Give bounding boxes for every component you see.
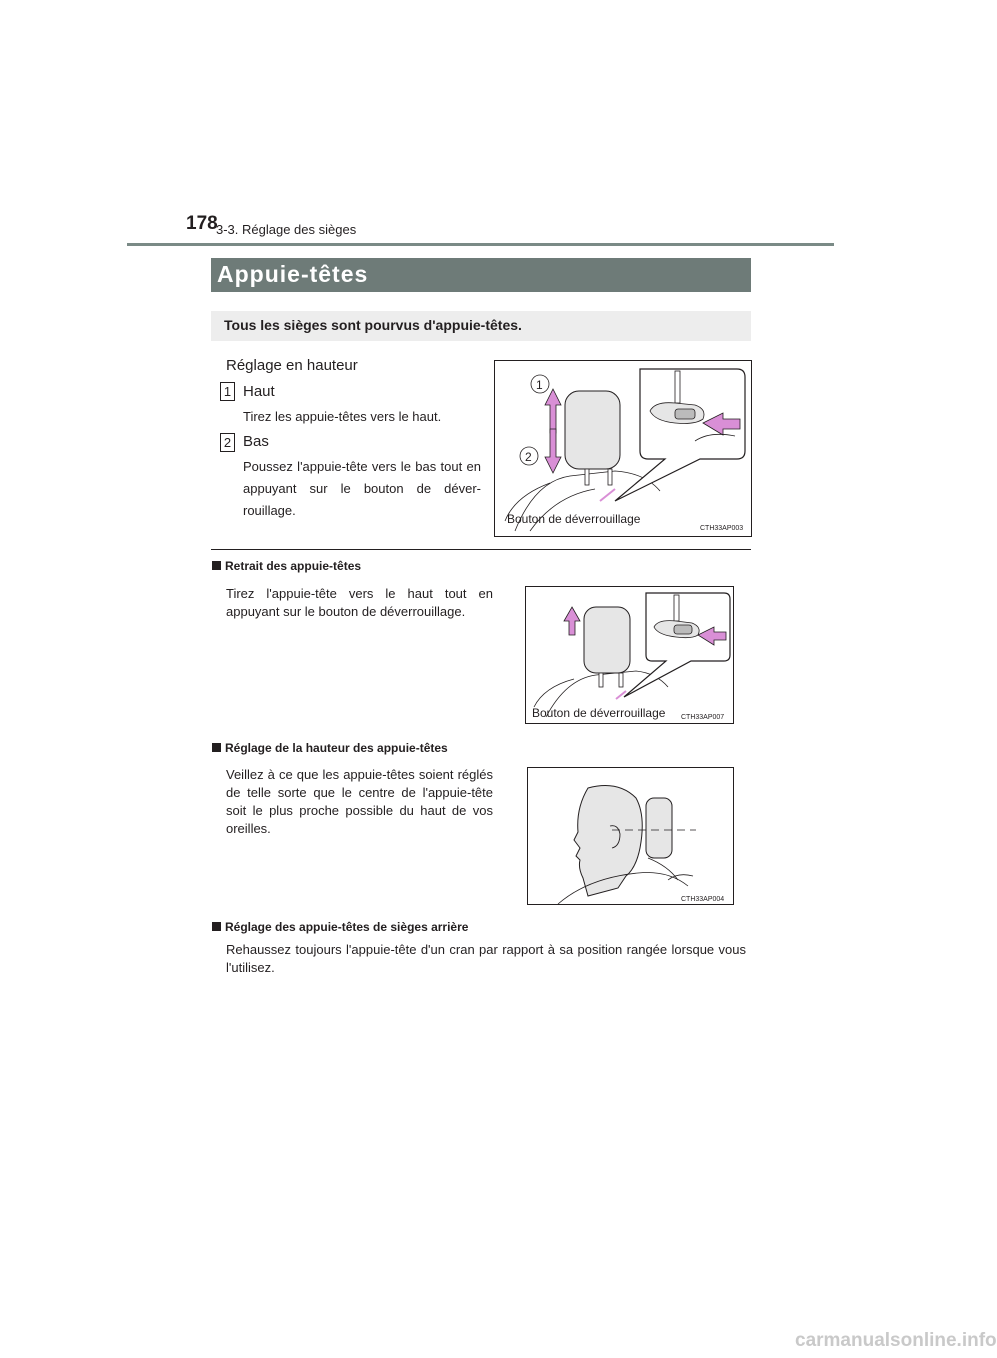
- figure2-label: Bouton de déverrouillage: [532, 706, 666, 720]
- item-number-2: 2: [220, 433, 235, 452]
- page-title: Appuie-têtes: [217, 261, 369, 287]
- bullet-square: [212, 561, 221, 570]
- rear-text: Rehaussez toujours l'appuie-tête d'un cran par rapport à sa position rangée lorsque vous l'utilisez.: [226, 942, 746, 975]
- header-divider: [127, 243, 834, 246]
- bullet-square: [212, 743, 221, 752]
- height-setting-text: Veillez à ce que les appuie-têtes soient réglés de telle sorte que le centre de l'appuie-tête soit le plus proche possible du haut de vos oreilles.: [226, 767, 493, 836]
- figure-headrest-removal: [525, 586, 734, 724]
- item-description-down: Poussez l'appuie-tête vers le bas tout en appuyant sur le bouton de déver-rouillage.: [243, 459, 481, 518]
- figure-headrest-position: [527, 767, 734, 905]
- figure1-label: Bouton de déverrouillage: [507, 512, 641, 526]
- page-number: 178: [186, 213, 218, 234]
- section-divider: [211, 549, 751, 550]
- figure-headrest-adjust: [494, 360, 752, 537]
- title-bar: [211, 258, 751, 292]
- height-adjust-subheading: Réglage en hauteur: [226, 357, 358, 374]
- removal-text: Tirez l'appuie-tête vers le haut tout en appuyant sur le bouton de déverrouillage.: [226, 586, 493, 619]
- height-setting-heading: Réglage de la hauteur des appuie-têtes: [225, 741, 448, 755]
- rear-heading: Réglage des appuie-têtes de sièges arrière: [225, 920, 469, 934]
- intro-text: Tous les sièges sont pourvus d'appuie-têtes.: [224, 317, 522, 333]
- item-title-up: Haut: [243, 383, 275, 400]
- item-title-down: Bas: [243, 433, 269, 450]
- figure1-callout-1: 1: [536, 378, 543, 392]
- item-number-1: 1: [220, 382, 235, 401]
- removal-heading: Retrait des appuie-têtes: [225, 559, 362, 573]
- intro-box: [211, 311, 751, 341]
- figure1-code: CTH33AP003: [700, 525, 744, 532]
- section-reference: 3-3. Réglage des sièges: [216, 222, 357, 237]
- figure1-callout-2: 2: [525, 450, 532, 464]
- bullet-square: [212, 922, 221, 931]
- watermark: carmanualsonline.info: [795, 1330, 997, 1351]
- figure3-code: CTH33AP004: [681, 896, 725, 903]
- item-description-up: Tirez les appuie-têtes vers le haut.: [243, 409, 442, 424]
- figure2-code: CTH33AP007: [681, 714, 725, 721]
